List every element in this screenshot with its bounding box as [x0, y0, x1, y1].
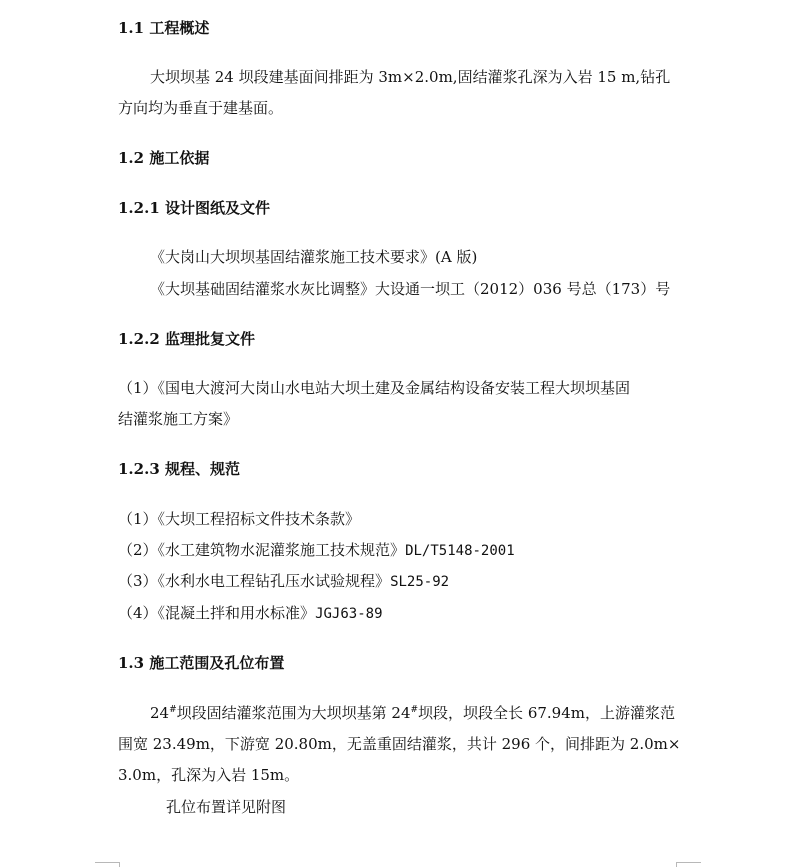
supervision-doc-line2: 结灌浆施工方案》 [118, 410, 239, 428]
heading-1-2: 1.2 施工依据 [118, 149, 210, 167]
heading-1-1: 1.1 工程概述 [118, 19, 210, 37]
paragraph-1-3-line2: 围宽 23.49m，下游宽 20.80m，无盖重固结灌浆，共计 296 个，间排距为 2.0m× [118, 735, 681, 753]
standard-item-number: （2） [118, 541, 158, 559]
paragraph-text: 坝段固结灌浆范围为大坝坝基第 24 [176, 704, 411, 722]
heading-1-2-2: 1.2.2 监理批复文件 [118, 330, 255, 348]
standard-item-1 [118, 509, 360, 530]
heading-1-3: 1.3 施工范围及孔位布置 [118, 654, 285, 672]
standard-item-title: 《水利水电工程钻孔压水试验规程》 [157, 572, 391, 590]
heading-1-2-3: 1.2.3 规程、规范 [118, 460, 240, 478]
standard-item-3 [118, 571, 449, 592]
design-doc-item-1: 《大岗山大坝坝基固结灌浆施工技术要求》(A 版) [150, 248, 478, 266]
supervision-doc-line1: （1）《国电大渡河大岗山水电站大坝土建及金属结构设备安装工程大坝坝基固 [118, 379, 631, 397]
block-number: 24 [150, 704, 170, 722]
block-sup-mark: # [169, 705, 177, 715]
paragraph-1-3-line3: 3.0m，孔深为入岩 15m。 [118, 766, 300, 784]
standard-item-code: JGJ63-89 [315, 606, 383, 622]
standard-item-code: DL/T5148-2001 [405, 543, 515, 559]
paragraph-1-1-line2: 方向均为垂直于建基面。 [118, 99, 284, 117]
paragraph-1-1-line1: 大坝坝基 24 坝段建基面间排距为 3m×2.0m,固结灌浆孔深为入岩 15 m,钻孔 [150, 68, 671, 86]
heading-1-2-1: 1.2.1 设计图纸及文件 [118, 199, 270, 217]
standard-item-code: SL25-92 [390, 574, 450, 590]
standard-item-4 [118, 603, 383, 624]
standard-item-title: 《大坝工程招标文件技术条款》 [157, 510, 361, 528]
design-doc-item-2: 《大坝基础固结灌浆水灰比调整》大设通一坝工（2012）036 号总（173）号 [150, 280, 671, 298]
standard-item-number: （3） [118, 572, 158, 590]
standard-item-2 [118, 540, 515, 561]
page-corner-mark-left [95, 862, 120, 867]
paragraph-1-3-line1 [150, 703, 675, 723]
block-sup-mark: # [410, 705, 419, 715]
standard-item-number: （1） [118, 510, 158, 528]
paragraph-text: 坝段，坝段全长 67.94m，上游灌浆范 [418, 704, 675, 722]
paragraph-1-3-line4: 孔位布置详见附图 [166, 798, 287, 816]
standard-item-number: （4） [118, 604, 158, 622]
standard-item-title: 《混凝土拌和用水标准》 [157, 604, 316, 622]
standard-item-title: 《水工建筑物水泥灌浆施工技术规范》 [157, 541, 406, 559]
page-corner-mark-right [676, 862, 701, 867]
